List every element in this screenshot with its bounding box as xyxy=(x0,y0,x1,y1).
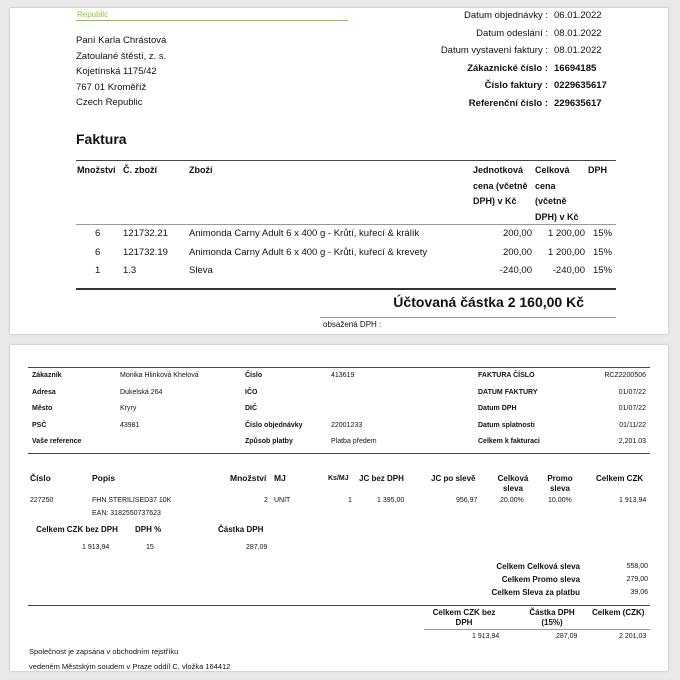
field-label: Zákazník xyxy=(32,372,62,379)
row-unit-price: 200,00 xyxy=(502,246,532,258)
vat-v3: 287,09 xyxy=(246,544,268,551)
invoice-title: Faktura xyxy=(76,131,127,147)
totals-v1: 1 913,94 xyxy=(472,633,500,640)
table-row xyxy=(10,247,668,263)
col-jcpo-header: JC po slevě xyxy=(431,474,476,483)
field-label: Datum splatnosti xyxy=(478,421,535,429)
field-label: FAKTURA ČÍSLO xyxy=(478,372,535,379)
meta-value: 0229635617 xyxy=(554,80,607,91)
invoice-page-2 xyxy=(10,345,668,671)
field-label: Datum DPH xyxy=(478,405,517,412)
meta-value: 16694185 xyxy=(554,62,597,74)
totals-h2: Částka DPH (15%) xyxy=(529,608,575,627)
row-cislo: 227250 xyxy=(30,497,54,504)
brand-text: Republic xyxy=(77,10,109,19)
customer-country: Czech Republic xyxy=(76,97,143,108)
summary-label: Celkem Sleva za platbu xyxy=(491,588,580,597)
col-celkova-header: Celková sleva xyxy=(497,474,529,493)
meta-label: Datum odeslání : xyxy=(476,27,548,39)
field-label: PSČ xyxy=(32,421,47,429)
row-vat: 15% xyxy=(593,246,613,258)
col-popis-header: Popis xyxy=(92,473,116,483)
col-ksmj-header: Ks/MJ xyxy=(328,475,349,482)
field-value: Monika Hlinková Khelová xyxy=(120,372,199,379)
field-value: 01/11/22 xyxy=(619,421,646,429)
row-ksmj: 1 xyxy=(348,497,352,504)
row-unit-price: 200,00 xyxy=(502,228,532,239)
summary-value: 39,06 xyxy=(630,589,648,596)
col-vat-header: DPH xyxy=(588,165,608,175)
row-celkem: 1 913,94 xyxy=(619,497,647,504)
col-promo-header: Promo sleva xyxy=(547,474,573,493)
col-code-header: Č. zboží xyxy=(123,165,157,175)
row-code: 121732.19 xyxy=(123,246,168,258)
field-value: 43981 xyxy=(120,421,140,429)
customer-name: Paní Karla Chrástová xyxy=(76,35,167,46)
col-mnozstvi-header: Množství xyxy=(230,473,267,483)
meta-value: 08.01.2022 xyxy=(554,27,602,39)
footer-line-2: vedeném Městským soudem v Praze oddíl C, vložka 164412 xyxy=(29,662,231,671)
row-code: 1.3 xyxy=(123,265,137,276)
meta-value: 229635617 xyxy=(554,97,602,109)
meta-label: Datum objednávky : xyxy=(464,10,548,21)
summary-label: Celkem Promo sleva xyxy=(501,575,580,584)
row-qty: 6 xyxy=(95,246,101,258)
summary-label: Celkem Celková sleva xyxy=(496,562,580,571)
summary-value: 279,00 xyxy=(626,576,648,583)
row-total-price: 1 200,00 xyxy=(548,228,585,239)
row-qty: 6 xyxy=(95,228,101,239)
field-value: 2,201.03 xyxy=(618,438,646,445)
invoice-page-1 xyxy=(10,8,668,334)
vat-v1: 1 913,94 xyxy=(82,544,110,551)
field-label: Číslo objednávky xyxy=(245,421,303,429)
row-total-price: 1 200,00 xyxy=(548,246,585,258)
col-mj-header: MJ xyxy=(274,473,286,483)
totals-v2: 287,09 xyxy=(556,633,578,640)
col-qty-header: Množství xyxy=(77,165,116,175)
row-mj: UNIT xyxy=(274,497,291,504)
meta-label: Referenční číslo : xyxy=(468,97,548,109)
vat-h1: Celkem CZK bez DPH xyxy=(36,525,118,534)
info-bottom-rule xyxy=(28,453,650,454)
brand-accent-line xyxy=(76,20,348,21)
field-label: DATUM FAKTURY xyxy=(478,388,538,396)
meta-label: Datum vystavení faktury : xyxy=(440,45,548,56)
field-label: Celkem k fakturaci xyxy=(478,438,540,445)
row-vat: 15% xyxy=(593,228,613,239)
row-promo: 10.00% xyxy=(548,497,572,504)
meta-value: 08.01.2022 xyxy=(554,45,602,56)
field-label: DIČ xyxy=(245,405,258,412)
field-label: Způsob platby xyxy=(245,438,293,445)
meta-row xyxy=(441,95,620,113)
table-row xyxy=(10,265,668,281)
customer-company: Zatoulané štěstí, z. s. xyxy=(76,50,167,62)
table-row xyxy=(10,228,668,244)
summary-value: 558,00 xyxy=(626,563,648,570)
meta-row xyxy=(441,42,620,60)
total-amount xyxy=(393,294,584,310)
row-jcbez: 1 395,00 xyxy=(377,497,405,504)
col-cislo-header: Číslo xyxy=(30,473,51,483)
meta-label: Číslo faktury : xyxy=(484,80,548,91)
totals-h3: Celkem (CZK) xyxy=(592,608,645,617)
totals-h1: Celkem CZK bez DPH xyxy=(432,608,496,627)
total-rule xyxy=(320,317,616,318)
row-jcpo: 956,97 xyxy=(456,497,478,504)
totals-mid-rule xyxy=(424,629,650,630)
row-item: Animonda Carny Adult 6 x 400 g - Krůtí, kuřecí & krevety xyxy=(189,246,428,258)
field-value: Dukelská 264 xyxy=(120,388,163,396)
vat-note: obsažená DPH : xyxy=(323,320,382,329)
field-value: 01/07/22 xyxy=(618,405,646,412)
invoice-meta xyxy=(441,8,620,112)
row-mnozstvi: 2 xyxy=(264,497,268,504)
field-label: Vaše reference xyxy=(32,438,82,445)
row-item: Animonda Carny Adult 6 x 400 g - Krůtí, kuřecí & králík xyxy=(189,228,420,239)
meta-label: Zákaznické číslo : xyxy=(467,62,548,74)
col-celkem-header: Celkem CZK xyxy=(596,474,644,483)
field-label: Město xyxy=(32,405,53,412)
header-bottom-rule xyxy=(76,224,616,225)
row-qty: 1 xyxy=(95,265,101,276)
meta-row xyxy=(441,8,620,25)
footer-line-1: Společnost je zapsána v obchodním rejstříku xyxy=(29,647,179,656)
table-top-rule xyxy=(76,160,616,161)
total-label: Účtovaná částka xyxy=(393,294,504,310)
vat-h3: Částka DPH xyxy=(218,525,264,534)
col-item-header: Zboží xyxy=(189,165,213,175)
field-label: IČO xyxy=(245,388,258,396)
meta-row xyxy=(441,25,620,43)
row-celkova: 20.00% xyxy=(500,497,524,504)
field-value: Platba předem xyxy=(331,438,377,445)
meta-row xyxy=(441,77,620,95)
field-value: 01/07/22 xyxy=(618,388,646,396)
customer-city: 767 01 Kroměříž xyxy=(76,81,147,93)
meta-row xyxy=(441,60,620,78)
field-label: Adresa xyxy=(32,388,56,396)
row-code: 121732.21 xyxy=(123,228,168,239)
field-value: Kryry xyxy=(120,405,137,412)
row-ean: EAN: 3182550737623 xyxy=(92,510,161,517)
table-bottom-rule xyxy=(76,288,616,290)
row-item: Sleva xyxy=(189,265,213,276)
meta-value: 06.01.2022 xyxy=(554,10,602,21)
row-total-price: -240,00 xyxy=(552,265,585,276)
col-unit-price-header: Jednotková cena (včetně DPH) v Kč xyxy=(473,165,528,206)
field-label: Číslo xyxy=(245,372,263,379)
row-vat: 15% xyxy=(593,265,613,276)
info-top-rule xyxy=(28,367,650,368)
vat-h2: DPH % xyxy=(135,525,162,534)
totals-top-rule xyxy=(28,605,650,606)
col-jcbez-header: JC bez DPH xyxy=(359,474,404,483)
totals-v3: 2 201,03 xyxy=(619,633,647,640)
customer-address xyxy=(76,33,166,111)
customer-street: Kojetínská 1175/42 xyxy=(76,66,157,77)
field-value: 413619 xyxy=(331,372,355,379)
field-value: RCZ2200506 xyxy=(604,372,646,379)
col-total-price-header: Celková cena (včetně DPH) v Kč xyxy=(535,165,579,222)
vat-v2: 15 xyxy=(146,544,154,551)
total-value: 2 160,00 Kč xyxy=(507,294,584,310)
row-unit-price: -240,00 xyxy=(499,265,532,276)
field-value: 22001233 xyxy=(331,421,363,429)
row-popis: FHN STERILISED37 10K xyxy=(92,497,172,504)
